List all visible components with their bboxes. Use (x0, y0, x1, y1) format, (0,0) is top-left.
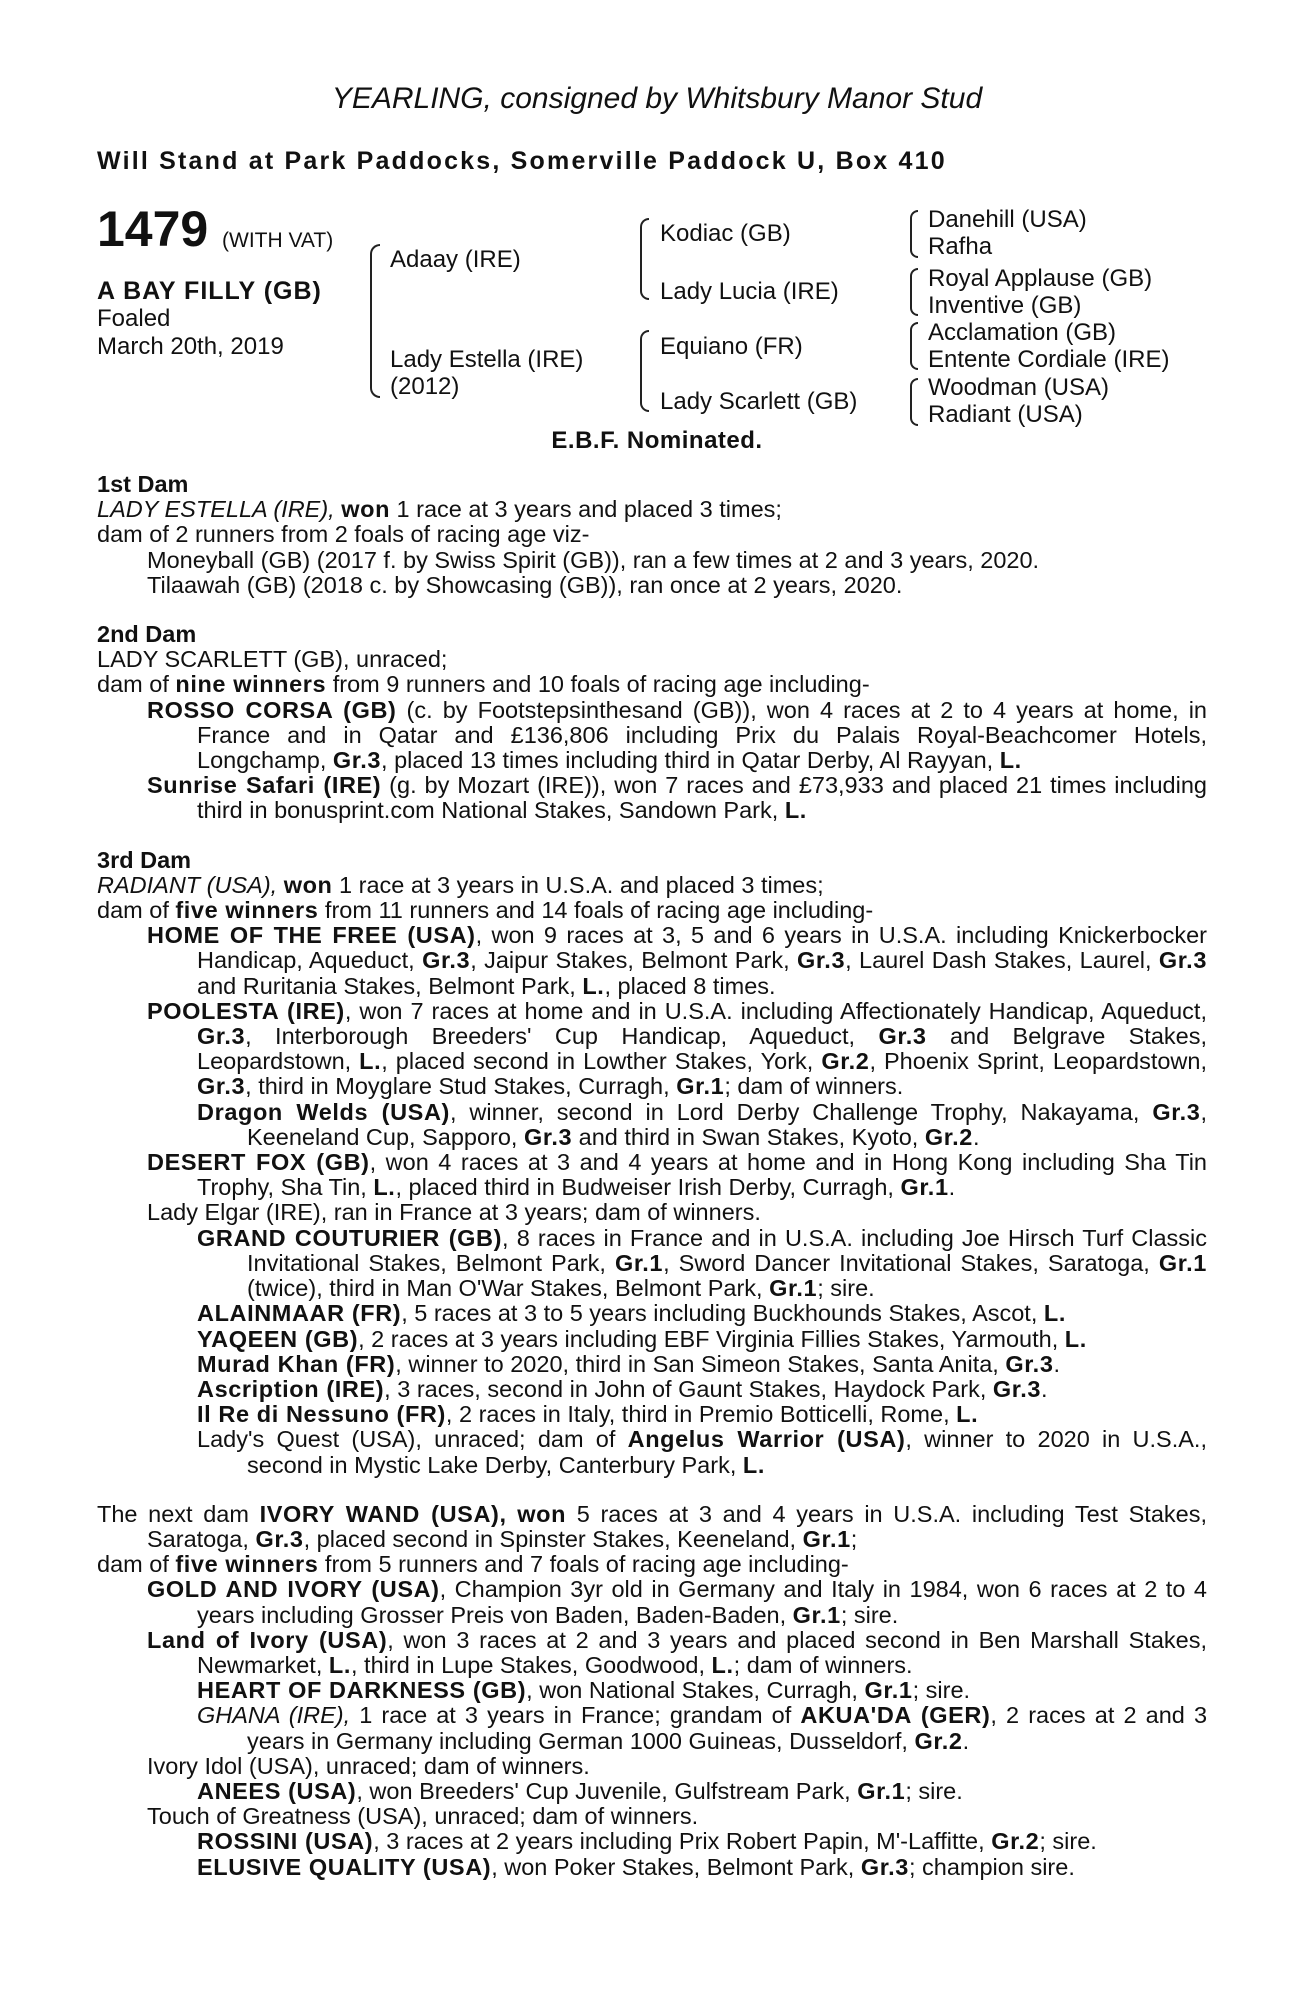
second-dam-heading: 2nd Dam (97, 621, 197, 648)
produce-entry: Lady's Quest (USA), unraced; dam of Angelus Warrior (USA), winner to 2020 in U.S.A., second in Mystic Lake Derby, Canterbury Park, L. (197, 1426, 1207, 1478)
pedigree-dam-year: (2012) (390, 373, 460, 400)
third-dam-produce-intro: dam of five winners from 11 runners and 14 foals of racing age including- (97, 897, 874, 924)
first-dam-heading: 1st Dam (97, 471, 189, 497)
page-title: YEARLING, consigned by Whitsbury Manor Stud (331, 82, 983, 115)
pedigree-brace-g2 (910, 268, 918, 316)
produce-entry: Dragon Welds (USA), winner, second in Lord Derby Challenge Trophy, Nakayama, Gr.3, Keeneland Cup, Sapporo, Gr.3 and third in Swan Stakes, Kyoto, Gr.2. (197, 1098, 1208, 1150)
produce-entry: Land of Ivory (USA), won 3 races at 2 and 3 years and placed second in Ben Marshall Stakes, Newmarket, L., third in Lupe Stakes, Goodwood, L.; dam of winners. (147, 1626, 1207, 1678)
produce-entry: POOLESTA (IRE), won 7 races at home and in U.S.A. including Affectionately Handicap, Aqueduct, Gr.3, Interborough Breeders' Cup Handicap, Aqueduct, Gr.3 and Belgrave Stakes, Leopardstown, L., placed second in Lowther Stakes, York, Gr.2, Phoenix Sprint, Leopardstown, Gr.3, third in Moyglare Stud Stakes, Curragh, Gr.1; dam of winners. (147, 997, 1208, 1100)
pedigree-brace-sire (640, 218, 649, 300)
third-dam-record: RADIANT (USA), won 1 race at 3 years in U.S.A. and placed 3 times; (97, 871, 824, 898)
produce-entry: Lady Elgar (IRE), ran in France at 3 years; dam of winners. (147, 1199, 761, 1226)
produce-entry: YAQEEN (GB), 2 races at 3 years including EBF Virginia Fillies Stakes, Yarmouth, L. (197, 1325, 1087, 1352)
next-dam-record: The next dam IVORY WAND (USA), won 5 races at 3 and 4 years in U.S.A. including Test Stakes, Saratoga, Gr.3, placed second in Spinster Stakes, Keeneland, Gr.1; (97, 1500, 1207, 1552)
produce-entry: ROSSINI (USA), 3 races at 2 years including Prix Robert Papin, M'-Laffitte, Gr.2; sire. (197, 1828, 1097, 1855)
pedigree-gen3-8: Radiant (USA) (928, 401, 1083, 428)
pedigree-gen3-7: Woodman (USA) (928, 374, 1109, 401)
second-dam-produce-intro: dam of nine winners from 9 runners and 10 foals of racing age including- (97, 671, 870, 698)
pedigree-gen3-5: Acclamation (GB) (928, 319, 1117, 346)
produce-entry: ALAINMAAR (FR), 5 races at 3 to 5 years including Buckhounds Stakes, Ascot, L. (197, 1300, 1066, 1327)
produce-entry: ELUSIVE QUALITY (USA), won Poker Stakes, Belmont Park, Gr.3; champion sire. (197, 1853, 1075, 1880)
pedigree-sire: Adaay (IRE) (390, 246, 521, 273)
next-dam-produce-intro: dam of five winners from 5 runners and 7 foals of racing age including- (97, 1551, 849, 1578)
pedigree-dam-dam: Lady Scarlett (GB) (660, 388, 858, 415)
first-dam-record: LADY ESTELLA (IRE), won 1 race at 3 years and placed 3 times; (97, 496, 782, 523)
produce-entry: HOME OF THE FREE (USA), won 9 races at 3, 5 and 6 years in U.S.A. including Knickerbocker Handicap, Aqueduct, Gr.3, Jaipur Stakes, Belmont Park, Gr.3, Laurel Dash Stakes, Laurel, Gr.3 and Ruritania Stakes, Belmont Park, L., placed 8 times. (147, 922, 1207, 999)
stable-location: Will Stand at Park Paddocks, Somerville Paddock U, Box 410 (97, 147, 947, 175)
pedigree-sire-sire: Kodiac (GB) (660, 220, 791, 247)
produce-entry: Ascription (IRE), 3 races, second in John of Gaunt Stakes, Haydock Park, Gr.3. (197, 1375, 1048, 1402)
pedigree-brace-dam (640, 330, 649, 412)
produce-entry: ROSSO CORSA (GB) (c. by Footstepsinthesand (GB)), won 4 races at 2 to 4 years at home, in France and in Qatar and £136,806 including Prix du Palais Royal-Beachcomer Hotels, Longchamp, Gr.3, placed 13 times including third in Qatar Derby, Al Rayyan, L. (147, 696, 1208, 774)
pedigree-brace-main (370, 244, 380, 398)
third-dam-heading: 3rd Dam (97, 846, 192, 873)
produce-entry: Touch of Greatness (USA), unraced; dam of winners. (147, 1803, 699, 1830)
produce-entry: HEART OF DARKNESS (GB), won National Stakes, Curragh, Gr.1; sire. (197, 1677, 971, 1704)
pedigree-gen3-3: Royal Applause (GB) (928, 265, 1153, 292)
foaled-date: March 20th, 2019 (97, 333, 284, 360)
produce-entry: Ivory Idol (USA), unraced; dam of winners. (147, 1752, 590, 1779)
produce-entry: GHANA (IRE), 1 race at 3 years in France; grandam of AKUA'DA (GER), 2 races at 2 and 3 years in Germany including German 1000 Guineas, Dusseldorf, Gr.2. (197, 1702, 1208, 1754)
horse-name: A BAY FILLY (GB) (97, 277, 322, 305)
pedigree-brace-g3 (910, 322, 918, 370)
produce-entry: DESERT FOX (GB), won 4 races at 3 and 4 years at home and in Hong Kong including Sha Tin Trophy, Sha Tin, L., placed third in Budweiser Irish Derby, Curragh, Gr.1. (147, 1149, 1207, 1201)
catalogue-body (97, 472, 1207, 1880)
pedigree-sire-dam: Lady Lucia (IRE) (660, 278, 839, 305)
pedigree-brace-g4 (910, 378, 918, 426)
produce-entry: GRAND COUTURIER (GB), 8 races in France and in U.S.A. including Joe Hirsch Turf Classic Invitational Stakes, Belmont Park, Gr.1, Sword Dancer Invitational Stakes, Saratoga, Gr.1 (twice), third in Man O'War Stakes, Belmont Park, Gr.1; sire. (197, 1224, 1207, 1302)
first-dam-produce-intro: dam of 2 runners from 2 foals of racing age viz- (97, 521, 590, 548)
foaled-label: Foaled (97, 305, 171, 332)
pedigree-dam-sire: Equiano (FR) (660, 333, 803, 360)
second-dam-record: LADY SCARLETT (GB), unraced; (97, 646, 448, 673)
produce-item: Tilaawah (GB) (2018 c. by Showcasing (GB)), ran once at 2 years, 2020. (147, 571, 903, 598)
vat-label: (WITH VAT) (222, 229, 334, 252)
produce-entry: ANEES (USA), won Breeders' Cup Juvenile, Gulfstream Park, Gr.1; sire. (197, 1777, 963, 1804)
ebf-nominated: E.B.F. Nominated. (551, 427, 763, 454)
produce-entry: Sunrise Safari (IRE) (g. by Mozart (IRE)), won 7 races and £73,933 and placed 21 times including third in bonusprint.com National Stakes, Sandown Park, L. (147, 772, 1207, 824)
produce-entry: GOLD AND IVORY (USA), Champion 3yr old in Germany and Italy in 1984, won 6 races at 2 to 4 years including Grosser Preis von Baden, Baden-Baden, Gr.1; sire. (147, 1576, 1207, 1628)
lot-number: 1479 (97, 201, 209, 257)
produce-entry: Murad Khan (FR), winner to 2020, third in San Simeon Stakes, Santa Anita, Gr.3. (197, 1350, 1061, 1377)
pedigree-dam: Lady Estella (IRE) (390, 346, 584, 373)
pedigree-brace-g1 (910, 210, 918, 258)
pedigree-gen3-1: Danehill (USA) (928, 206, 1087, 233)
pedigree-gen3-6: Entente Cordiale (IRE) (928, 346, 1170, 373)
produce-item: Moneyball (GB) (2017 f. by Swiss Spirit (GB)), ran a few times at 2 and 3 years, 2020. (147, 546, 1040, 573)
pedigree-gen3-2: Rafha (928, 233, 993, 260)
produce-entry: Il Re di Nessuno (FR), 2 races in Italy, third in Premio Botticelli, Rome, L. (197, 1401, 979, 1428)
pedigree-gen3-4: Inventive (GB) (928, 292, 1082, 319)
